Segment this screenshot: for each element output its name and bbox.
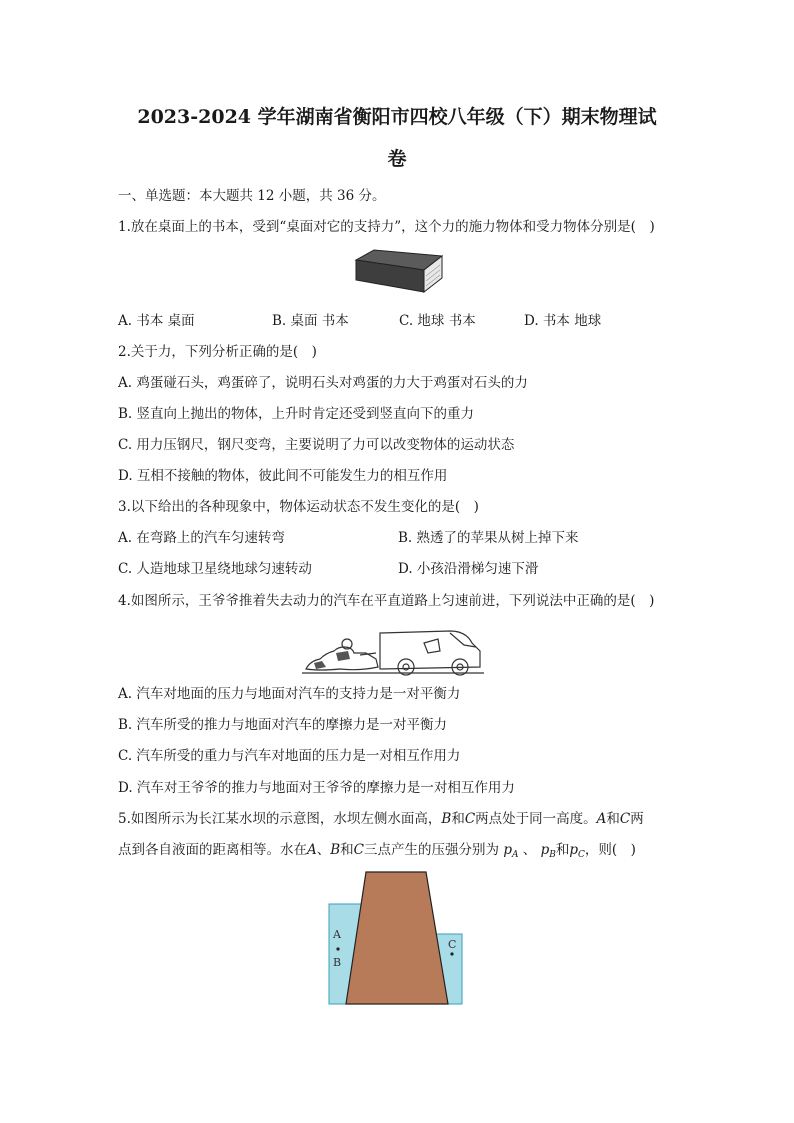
q3-option-b: B. 熟透了的苹果从树上掉下来 <box>398 530 579 546</box>
q2-option-d: D. 互相不接触的物体，彼此间不可能发生力的相互作用 <box>118 468 448 484</box>
q4-option-d: D. 汽车对王爷爷的推力与地面对王爷爷的摩擦力是一对相互作用力 <box>118 780 515 796</box>
q3-option-c: C. 人造地球卫星绕地球匀速转动 <box>118 561 312 577</box>
q1-option-a: A. 书本 桌面 <box>118 313 195 329</box>
point-c-label: C <box>448 938 457 951</box>
q1-option-c: C. 地球 书本 <box>399 313 476 329</box>
q4-option-b: B. 汽车所受的推力与地面对汽车的摩擦力是一对平衡力 <box>118 717 448 733</box>
question-3-text: 3.以下给出的各种现象中，物体运动状态不发生变化的是( ) <box>118 499 479 515</box>
q2-option-b: B. 竖直向上抛出的物体，上升时肯定还受到竖直向下的重力 <box>118 406 475 422</box>
question-4-text: 4.如图所示，王爷爷推着失去动力的汽车在平直道路上匀速前进，下列说法中正确的是( ) <box>118 593 655 609</box>
question-2-text: 2.关于力，下列分析正确的是( ) <box>118 344 317 360</box>
q2-option-c: C. 用力压钢尺，钢尺变弯，主要说明了力可以改变物体的运动状态 <box>118 437 515 453</box>
dam-body <box>346 872 448 1004</box>
car-push-image <box>300 617 486 677</box>
page-title-continued: 卷 <box>387 148 407 170</box>
question-5-text-line1: 5.如图所示为长江某水坝的示意图，水坝左侧水面高，B和C两点处于同一高度。A和C两 <box>118 811 644 827</box>
q4-option-c: C. 汽车所受的重力与汽车对地面的压力是一对相互作用力 <box>118 748 461 764</box>
point-a-label: A <box>333 928 341 941</box>
dam-diagram <box>328 870 464 1006</box>
section-heading: 一、单选题：本大题共 12 小题，共 36 分。 <box>118 188 386 204</box>
q2-option-a: A. 鸡蛋碰石头，鸡蛋碎了，说明石头对鸡蛋的力大于鸡蛋对石头的力 <box>118 375 528 391</box>
page-title: 2023-2024 学年湖南省衡阳市四校八年级（下）期末物理试 <box>137 106 657 128</box>
q1-option-b: B. 桌面 书本 <box>272 313 349 329</box>
q3-option-a: A. 在弯路上的汽车匀速转弯 <box>118 530 285 546</box>
question-1-text: 1.放在桌面上的书本，受到“桌面对它的支持力”，这个力的施力物体和受力物体分别是( ) <box>118 219 655 235</box>
q3-option-d: D. 小孩沿滑梯匀速下滑 <box>398 561 539 577</box>
point-b-label: B <box>333 956 342 969</box>
point-c-dot <box>450 952 453 955</box>
q1-option-d: D. 书本 地球 <box>524 313 602 329</box>
point-a-dot <box>336 947 339 950</box>
q4-option-a: A. 汽车对地面的压力与地面对汽车的支持力是一对平衡力 <box>118 686 461 702</box>
book-image <box>350 246 445 298</box>
question-5-text-line2: 点到各自液面的距离相等。水在A、B和C三点产生的压强分别为 $p_A$ 、 $p_B$和$p_C$，则( ) <box>118 842 636 860</box>
